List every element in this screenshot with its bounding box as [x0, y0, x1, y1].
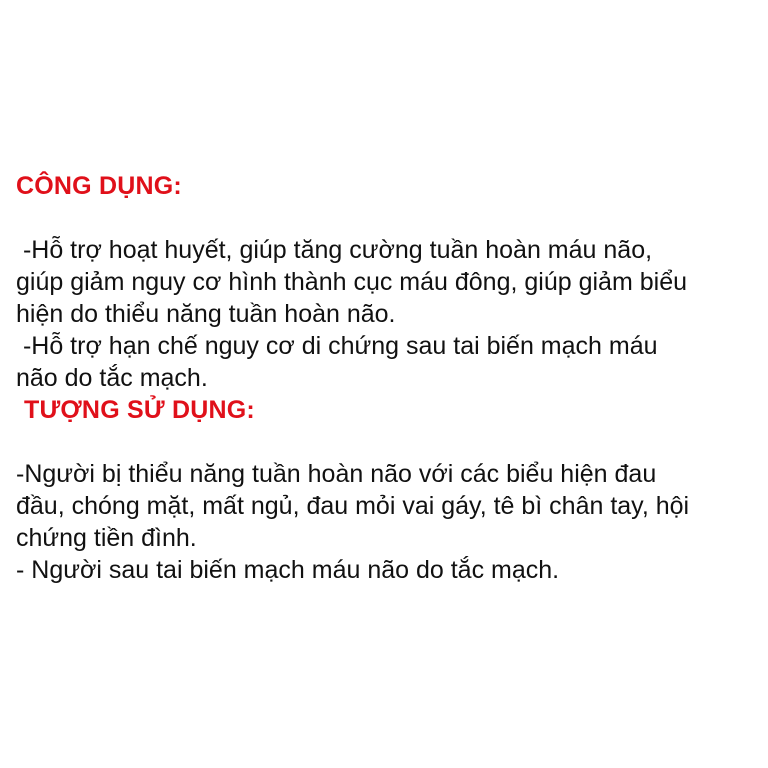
- section-heading-target-users: TƯỢNG SỬ DỤNG:: [24, 396, 255, 424]
- section-heading-uses: CÔNG DỤNG:: [16, 172, 182, 200]
- uses-line: -Hỗ trợ hoạt huyết, giúp tăng cường tuần hoàn máu não,: [16, 236, 653, 264]
- uses-line: -Hỗ trợ hạn chế nguy cơ di chứng sau tai biến mạch máu: [16, 332, 658, 360]
- uses-line: giúp giảm nguy cơ hình thành cục máu đông, giúp giảm biểu: [16, 268, 687, 296]
- target-users-line: đầu, chóng mặt, mất ngủ, đau mỏi vai gáy, tê bì chân tay, hội: [16, 492, 690, 520]
- target-users-line: - Người sau tai biến mạch máu não do tắc mạch.: [16, 556, 560, 584]
- uses-line: hiện do thiểu năng tuần hoàn não.: [16, 300, 396, 328]
- uses-line: não do tắc mạch.: [16, 364, 208, 392]
- target-users-line: chứng tiền đình.: [16, 524, 197, 552]
- target-users-line: -Người bị thiểu năng tuần hoàn não với các biểu hiện đau: [16, 460, 657, 488]
- document-body: [16, 170, 756, 586]
- spacer: [16, 202, 756, 234]
- spacer: [16, 426, 756, 458]
